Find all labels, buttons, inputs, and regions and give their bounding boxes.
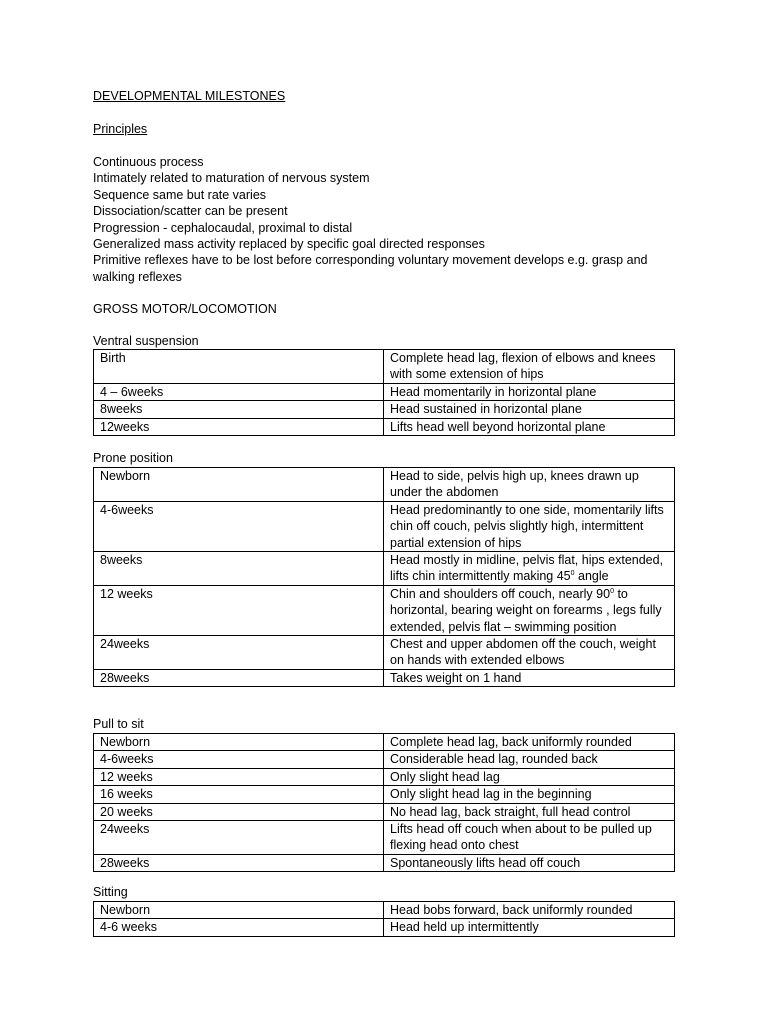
- age-cell: 24weeks: [94, 636, 384, 670]
- description-cell: Only slight head lag: [384, 768, 675, 785]
- table-row: [94, 401, 675, 418]
- age-cell: 16 weeks: [94, 786, 384, 803]
- description-cell: Head sustained in horizontal plane: [384, 401, 675, 418]
- age-cell: 20 weeks: [94, 803, 384, 820]
- table-row: [94, 821, 675, 855]
- table-row: [94, 552, 675, 586]
- table-row: [94, 383, 675, 400]
- principle-item: Continuous process: [93, 155, 204, 169]
- age-cell: Newborn: [94, 902, 384, 919]
- table-row: [94, 854, 675, 871]
- table-row: [94, 786, 675, 803]
- table-row: [94, 636, 675, 670]
- table-row: [94, 501, 675, 551]
- description-cell: Chest and upper abdomen off the couch, weight on hands with extended elbows: [384, 636, 675, 670]
- principle-item: Sequence same but rate varies: [93, 187, 267, 202]
- sitting-heading: Sitting: [93, 885, 128, 899]
- description-text: to horizontal, bearing weight on forearms , legs fully extended, pelvis flat – swimming position: [390, 586, 662, 634]
- table-row: [94, 669, 675, 686]
- sitting-table: [93, 901, 675, 937]
- description-cell: Head bobs forward, back uniformly rounded: [384, 902, 675, 919]
- description-cell: Head predominantly to one side, momentarily lifts chin off couch, pelvis slightly high, intermittent partial extension of hips: [384, 501, 675, 551]
- ventral-suspension-heading: Ventral suspension: [93, 334, 199, 348]
- description-cell: Takes weight on 1 hand: [384, 669, 675, 686]
- age-cell: 24weeks: [94, 821, 384, 855]
- description-text: Head mostly in midline, pelvis flat, hips extended, lifts chin intermittently making 45: [390, 553, 664, 584]
- principle-item: Intimately related to maturation of nervous system: [93, 171, 370, 186]
- description-cell: Lifts head well beyond horizontal plane: [384, 418, 675, 435]
- table-row: [94, 418, 675, 435]
- prone-position-table: [93, 467, 675, 687]
- degree-superscript: 0: [570, 570, 575, 578]
- description-cell: Head to side, pelvis high up, knees drawn up under the abdomen: [384, 468, 675, 502]
- degree-superscript: 0: [610, 587, 614, 595]
- table-row: [94, 803, 675, 820]
- principles-heading: Principles: [93, 122, 148, 136]
- description-cell: Head momentarily in horizontal plane: [384, 383, 675, 400]
- principle-item: Generalized mass activity replaced by specific goal directed responses: [93, 237, 485, 252]
- description-cell: Spontaneously lifts head off couch: [384, 854, 675, 871]
- age-cell: 28weeks: [94, 854, 384, 871]
- description-cell: Considerable head lag, rounded back: [384, 751, 675, 768]
- principle-item: Dissociation/scatter can be present: [93, 204, 288, 219]
- description-cell: No head lag, back straight, full head control: [384, 803, 675, 820]
- age-cell: 4 – 6weeks: [94, 383, 384, 400]
- table-row: [94, 768, 675, 785]
- table-row: [94, 468, 675, 502]
- prone-position-heading: Prone position: [93, 451, 173, 465]
- table-row: [94, 902, 675, 919]
- ventral-suspension-table: [93, 349, 675, 436]
- description-text: Chin and shoulders off couch, nearly 90: [390, 586, 611, 601]
- description-cell: Only slight head lag in the beginning: [384, 786, 675, 803]
- pull-to-sit-table: [93, 733, 675, 872]
- description-cell: [384, 552, 675, 586]
- table-row: [94, 919, 675, 936]
- description-cell: Complete head lag, flexion of elbows and knees with some extension of hips: [384, 350, 675, 384]
- age-cell: 12weeks: [94, 418, 384, 435]
- age-cell: Newborn: [94, 468, 384, 502]
- table-row: [94, 734, 675, 751]
- age-cell: 28weeks: [94, 669, 384, 686]
- age-cell: 4-6 weeks: [94, 919, 384, 936]
- age-cell: 12 weeks: [94, 768, 384, 785]
- description-text: angle: [574, 569, 609, 584]
- description-cell: Lifts head off couch when about to be pulled up flexing head onto chest: [384, 821, 675, 855]
- table-row: [94, 350, 675, 384]
- principles-list: [93, 154, 683, 285]
- age-cell: Newborn: [94, 734, 384, 751]
- age-cell: 8weeks: [94, 401, 384, 418]
- description-cell: Head held up intermittently: [384, 919, 675, 936]
- document-title: DEVELOPMENTAL MILESTONES: [93, 89, 286, 103]
- table-row: [94, 585, 675, 635]
- principle-item: Progression - cephalocaudal, proximal to distal: [93, 220, 353, 235]
- description-cell: Complete head lag, back uniformly rounded: [384, 734, 675, 751]
- age-cell: 8weeks: [94, 552, 384, 586]
- age-cell: 4-6weeks: [94, 751, 384, 768]
- gross-motor-heading: GROSS MOTOR/LOCOMOTION: [93, 302, 277, 316]
- table-row: [94, 751, 675, 768]
- pull-to-sit-heading: Pull to sit: [93, 717, 144, 731]
- age-cell: Birth: [94, 350, 384, 384]
- principle-item: Primitive reflexes have to be lost before corresponding voluntary movement develops e.g. grasp and walking reflexes: [93, 253, 648, 284]
- age-cell: 12 weeks: [94, 585, 384, 635]
- description-cell: [384, 585, 675, 635]
- age-cell: 4-6weeks: [94, 501, 384, 551]
